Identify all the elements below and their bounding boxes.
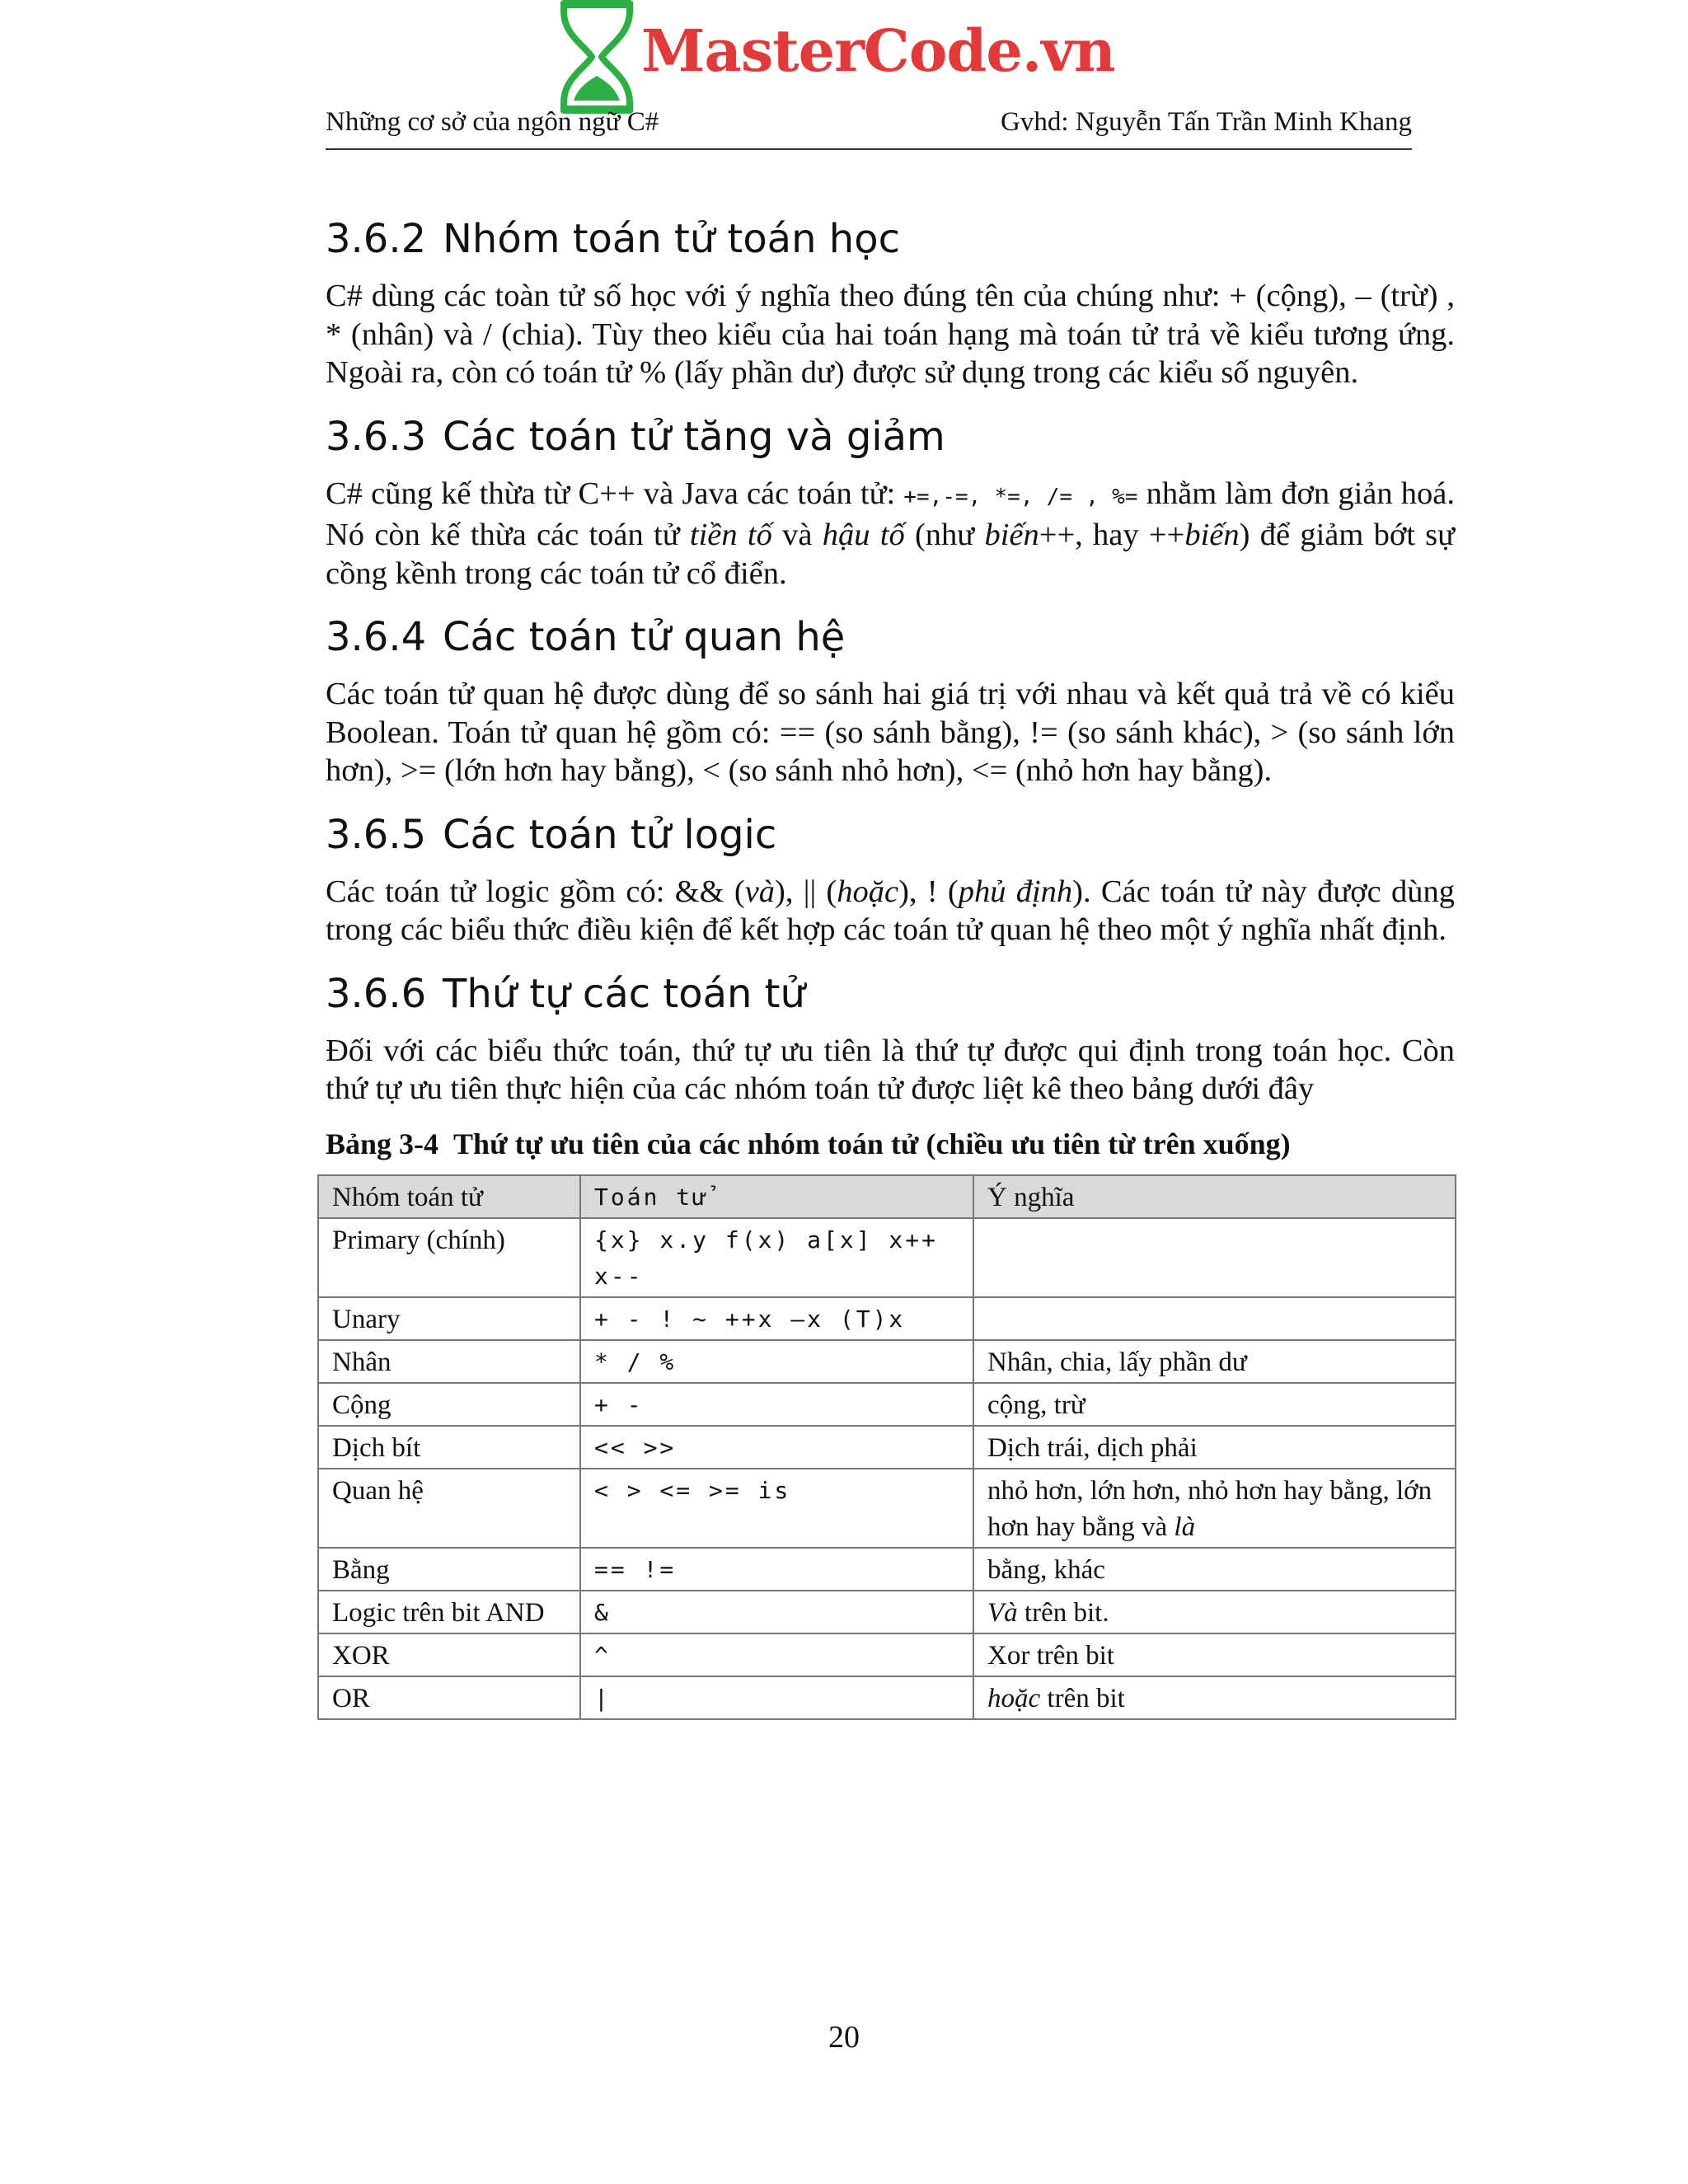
operators-cell: + - — [580, 1383, 973, 1426]
section-number: 3.6.5 — [326, 811, 427, 858]
header-left: Những cơ sở của ngôn ngữ C# — [326, 107, 659, 137]
header-cell: Ý nghĩa — [973, 1175, 1456, 1218]
operators-cell: + - ! ~ ++x –x (T)x — [580, 1297, 973, 1340]
heading-3-6-6 — [326, 968, 1455, 1020]
operators-cell: < > <= >= is — [580, 1469, 973, 1548]
operators-cell: ^ — [580, 1633, 973, 1676]
heading-3-6-2 — [326, 213, 1455, 265]
paragraph-3-6-2: C# dùng các toàn tử số học với ý nghĩa theo đúng tên của chúng như: + (cộng), – (trừ) , * (nhân) và / (chia). Tùy theo kiểu của hai toán hạng mà toán tử trả về kiểu tương ứng. Ngoài ra, còn có toán tử % (lấy phần dư) được sử dụng trong các kiểu số nguyên. — [326, 279, 1455, 390]
italic-term: hoặc — [987, 1683, 1041, 1713]
paragraph-3-6-6: Đối với các biểu thức toán, thứ tự ưu tiên là thứ tự được qui định trong toán học. Còn thứ tự ưu tiên thực hiện của các nhóm toán tử được liệt kê theo bảng dưới đây — [326, 1033, 1455, 1106]
section-number: 3.6.3 — [326, 413, 427, 460]
meaning-cell: Xor trên bit — [973, 1633, 1456, 1676]
table-row — [318, 1297, 1456, 1340]
heading-3-6-4 — [326, 611, 1455, 663]
group-cell: Primary (chính) — [318, 1218, 580, 1297]
operators-cell: * / % — [580, 1340, 973, 1383]
text-run: trên bit — [1040, 1683, 1125, 1713]
italic-term: tiền tố — [689, 518, 772, 552]
table-row — [318, 1469, 1456, 1548]
table-row — [318, 1548, 1456, 1591]
table-caption — [326, 1127, 1455, 1161]
italic-term: hậu tố — [822, 518, 905, 552]
page-number: 20 — [828, 2020, 860, 2055]
text-run: nhỏ hơn, lớn hơn, nhỏ hơn hay bằng, lớn hơn hay bằng và — [987, 1475, 1432, 1542]
caption-number: Bảng 3-4 — [326, 1127, 439, 1160]
operators-cell: & — [580, 1591, 973, 1633]
heading-3-6-3 — [326, 410, 1455, 463]
operators-cell: {x} x.y f(x) a[x] x++ x-- — [580, 1218, 973, 1297]
group-cell: Bằng — [318, 1548, 580, 1591]
section-title: Các toán tử tăng và giảm — [443, 413, 945, 460]
group-cell: XOR — [318, 1633, 580, 1676]
italic-term: biến — [984, 518, 1039, 552]
meaning-cell — [973, 1469, 1456, 1548]
text-run: trên bit. — [1017, 1597, 1109, 1628]
group-cell: Quan hệ — [318, 1469, 580, 1548]
operators-cell: == != — [580, 1548, 973, 1591]
meaning-cell: cộng, trừ — [973, 1383, 1456, 1426]
meaning-cell — [973, 1297, 1456, 1340]
header-cell: Toán tử — [580, 1175, 973, 1218]
section-title: Các toán tử quan hệ — [443, 614, 846, 660]
italic-term: và — [744, 874, 776, 909]
text-run: nhằm làm đơn giản hoá. Nó còn kế thừa các toán tử — [326, 476, 1456, 552]
section-title: Nhóm toán tử toán học — [443, 216, 900, 262]
table-row — [318, 1633, 1456, 1676]
operator-precedence-table — [317, 1174, 1456, 1720]
hourglass-icon — [559, 0, 635, 114]
section-title: Các toán tử logic — [443, 811, 777, 858]
text-run: ) để giảm bớt sự cồng kềnh trong các toán tử cổ điển. — [326, 518, 1456, 591]
table-header-row — [318, 1175, 1456, 1218]
group-cell: Nhân — [318, 1340, 580, 1383]
text-run: Các toán tử logic gồm có: && ( — [326, 874, 745, 909]
paragraph-3-6-5 — [326, 873, 1455, 949]
heading-3-6-5 — [326, 808, 1455, 861]
section-title: Thứ tự các toán tử — [443, 970, 805, 1017]
text-run: ), || ( — [775, 874, 837, 909]
section-number: 3.6.6 — [326, 970, 427, 1017]
italic-term: Và — [987, 1597, 1018, 1628]
meaning-cell — [973, 1591, 1456, 1633]
table-row — [318, 1676, 1456, 1719]
italic-term: hoặc — [837, 874, 899, 909]
logo-text: MasterCode.vn — [641, 16, 1115, 85]
italic-term: là — [1174, 1511, 1196, 1542]
meaning-cell — [973, 1218, 1456, 1297]
table-row — [318, 1218, 1456, 1297]
header-cell: Nhóm toán tử — [318, 1175, 580, 1218]
meaning-cell: Dịch trái, dịch phải — [973, 1426, 1456, 1469]
operators-cell: | — [580, 1676, 973, 1719]
text-run: và — [771, 518, 823, 552]
group-cell: Unary — [318, 1297, 580, 1340]
group-cell: Logic trên bit AND — [318, 1591, 580, 1633]
text-run: C# cũng kế thừa từ C++ và Java các toán tử: — [326, 476, 904, 511]
table-row — [318, 1383, 1456, 1426]
text-run: ), ! ( — [898, 874, 959, 909]
table-row — [318, 1591, 1456, 1633]
header-right: Gvhd: Nguyễn Tấn Trần Minh Khang — [1001, 107, 1412, 137]
paragraph-3-6-3 — [326, 475, 1455, 593]
inline-code: +=,-=, *=, /= , %= — [903, 484, 1138, 509]
group-cell: OR — [318, 1676, 580, 1719]
group-cell: Dịch bít — [318, 1426, 580, 1469]
meaning-cell — [973, 1676, 1456, 1719]
content — [326, 213, 1455, 1720]
caption-text: Thứ tự ưu tiên của các nhóm toán tử (chiều ưu tiên từ trên xuống) — [453, 1127, 1291, 1160]
section-number: 3.6.2 — [326, 216, 427, 262]
section-number: 3.6.4 — [326, 614, 427, 660]
italic-term: phủ định — [958, 874, 1073, 909]
text-run: (như — [904, 518, 985, 552]
text-run: ). Các toán tử này được dùng trong các biểu thức điều kiện để kết hợp các toán tử quan hệ theo một ý nghĩa nhất định. — [326, 874, 1455, 947]
table-row — [318, 1426, 1456, 1469]
group-cell: Cộng — [318, 1383, 580, 1426]
table-row — [318, 1340, 1456, 1383]
paragraph-3-6-4: Các toán tử quan hệ được dùng để so sánh hai giá trị với nhau và kết quả trả về có kiểu Boolean. Toán tử quan hệ gồm có: == (so sánh bằng), != (so sánh khác), > (so sánh lớn hơn), >= (lớn hơn hay bằng), < (so sánh nhỏ hơn), <= (nhỏ hơn hay bằng). — [326, 677, 1455, 788]
italic-term: biến — [1184, 518, 1240, 552]
operators-cell: << >> — [580, 1426, 973, 1469]
meaning-cell: bằng, khác — [973, 1548, 1456, 1591]
running-header — [326, 105, 1412, 150]
meaning-cell: Nhân, chia, lấy phần dư — [973, 1340, 1456, 1383]
text-run: ++, hay ++ — [1039, 518, 1185, 552]
